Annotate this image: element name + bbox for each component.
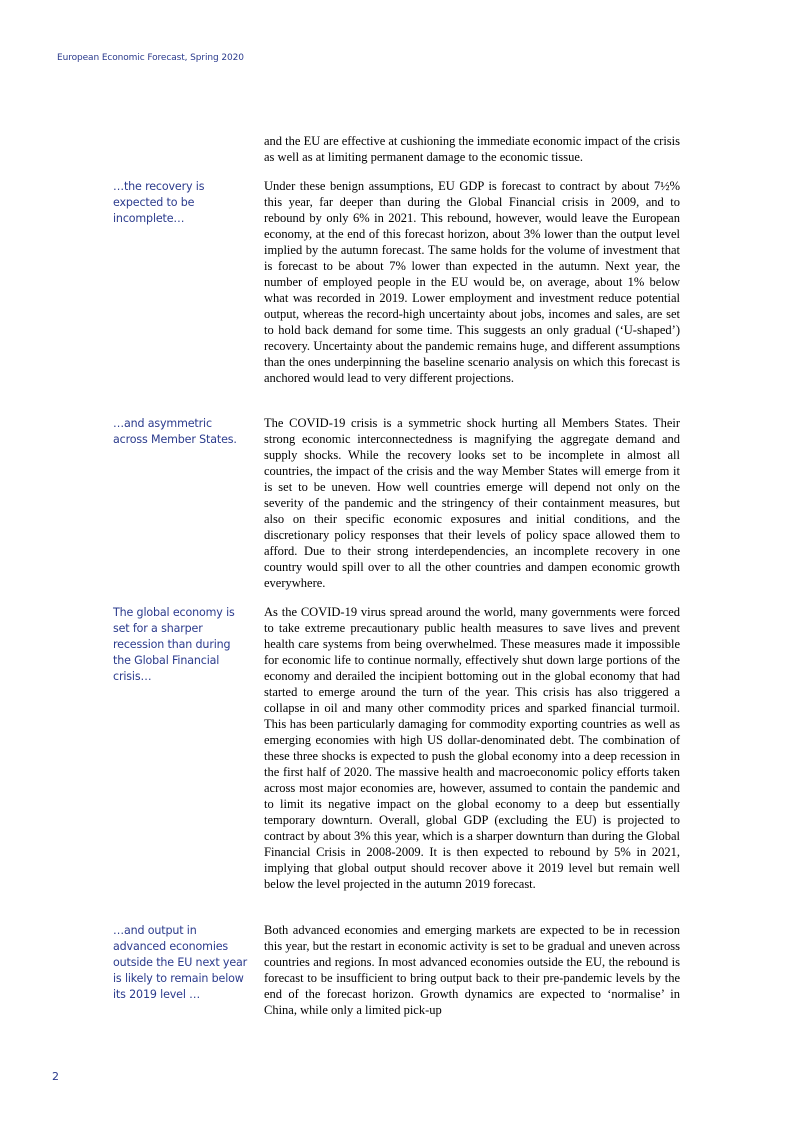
paragraph-covid-symmetric-shock: The COVID-19 crisis is a symmetric shock hurting all Members States. Their strong economic interconnectedness is magnifying the aggregate demand and supply shocks. While the recovery looks set to be incomplete in almost all countries, the impact of the crisis and the way Member States will emerge from it is set to be uneven. How well countries emerge will depend not only on the severity of the pandemic and the stringency of their containment measures, but also on their specific economic exposures and initial conditions, and the discretionary policy responses that their levels of policy space allowed them to afford. Due to their strong interdependencies, an incomplete recovery in one country would spill over to all the other countries and dampen economic growth everywhere. (264, 416, 680, 590)
paragraph-advanced-emerging: Both advanced economies and emerging markets are expected to be in recession this year, but the restart in economic activity is set to be gradual and uneven across countries and regions. In most advanced economies outside the EU, the rebound is forecast to be insufficient to bring output back to their pre-pandemic levels by the end of the forecast horizon. Growth dynamics are expected to ‘normalise’ in China, while only a limited pick-up (264, 923, 680, 1017)
paragraph-eu-gdp-forecast: Under these benign assumptions, EU GDP is forecast to contract by about 7½% this year, far deeper than during the Global Financial crisis in 2009, and to rebound by only 6% in 2021. This rebound, however, would leave the European economy, at the end of this forecast horizon, about 3% lower than the output level implied by the autumn forecast. The same holds for the volume of investment that is forecast to be about 7% lower than expected in the autumn. Next year, the number of employed people in the EU would be, on average, about 1% below what was recorded in 2019. Lower employment and investment reduce potential output, whereas the record-high uncertainty about jobs, incomes and sales, are set to hold back demand for some time. This suggests an only gradual (‘U-shaped’) recovery. Uncertainty about the pandemic remains huge, and different assumptions than the ones underpinning the baseline scenario analysis on which this forecast is anchored would lead to very different projections. (264, 179, 680, 385)
running-header: European Economic Forecast, Spring 2020 (57, 53, 244, 63)
margin-note-advanced-economies: …and output in advanced economies outside the EU next year is likely to remain below its 2019 level … (113, 924, 248, 1001)
margin-note-global-recession: The global economy is set for a sharper recession than during the Global Financial crisis… (113, 606, 235, 683)
margin-note-asymmetric: …and asymmetric across Member States. (113, 417, 237, 446)
paragraph-continuation: and the EU are effective at cushioning the immediate economic impact of the crisis as well as at limiting permanent damage to the economic tissue. (264, 134, 680, 164)
paragraph-global-economy: As the COVID-19 virus spread around the world, many governments were forced to take extreme precautionary public health measures to save lives and prevent health care systems from being overwhelmed. These measures made it impossible for economic life to continue normally, effectively shut down large portions of the economy and derailed the incipient bottoming out in the global economy that had started to emerge around the turn of the year. This crisis has also triggered a collapse in oil and many other commodity prices and sparked financial turmoil. This has been particularly damaging for commodity exporting countries as well as emerging economies with high US dollar-denominated debt. The combination of these three shocks is expected to push the global economy into a deep recession in the first half of 2020. The massive health and macroeconomic policy efforts taken across most major economies are, however, assumed to contain the pandemic and to limit its negative impact on the global economy to a deep but essentially temporary downturn. Overall, global GDP (excluding the EU) is projected to contract by about 3% this year, which is a sharper downturn than during the Global Financial Crisis in 2008-2009. It is then expected to rebound by 5% in 2021, implying that global output should recover above it 2019 level but remain well below the level projected in the autumn 2019 forecast. (264, 605, 680, 891)
page-number: 2 (52, 1070, 59, 1083)
margin-note-recovery-incomplete: …the recovery is expected to be incomplete… (113, 180, 205, 225)
